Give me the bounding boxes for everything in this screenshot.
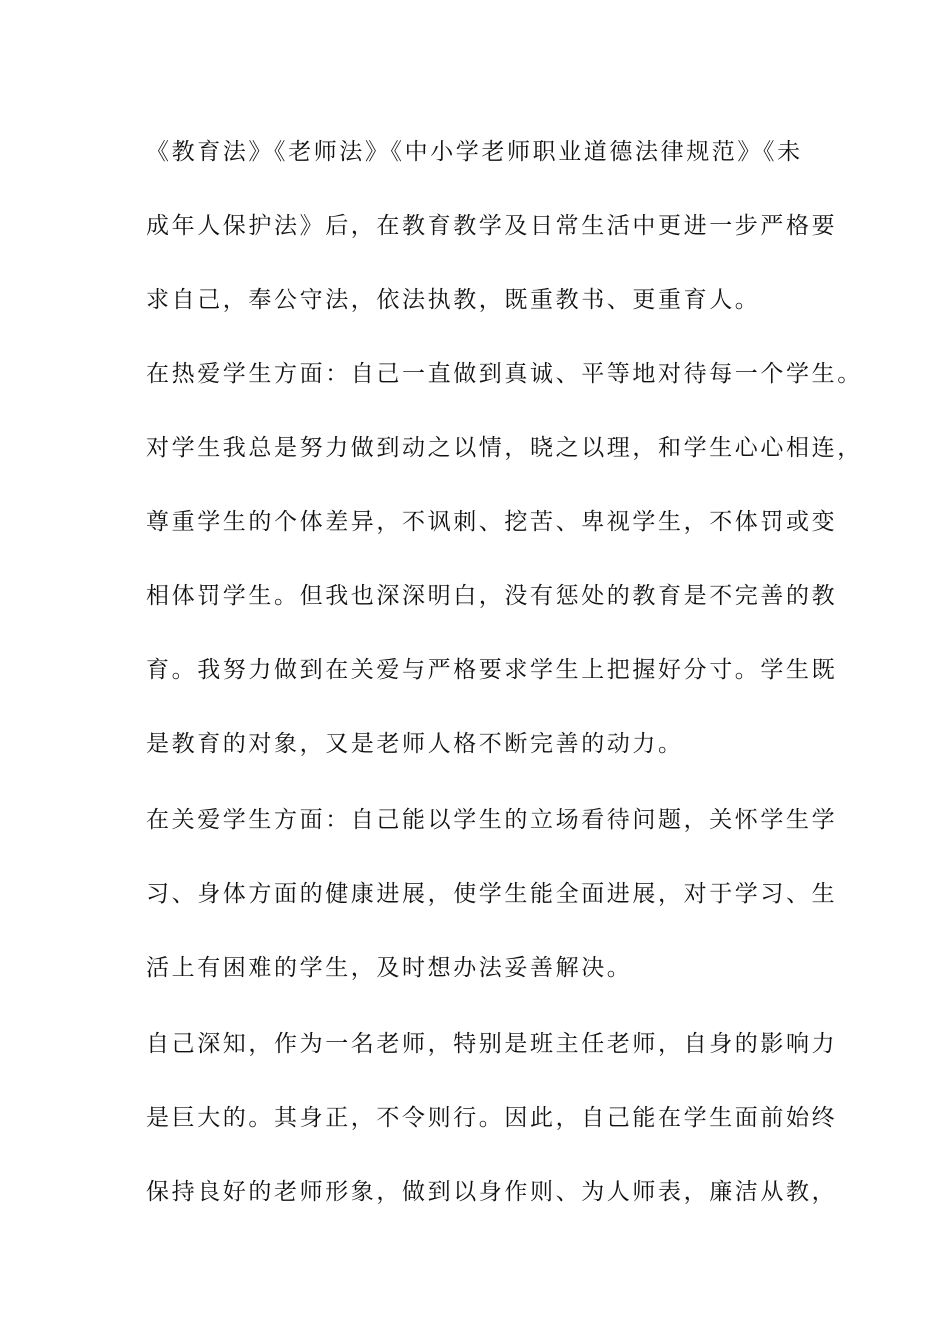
text-line: 在关爱学生方面：自己能以学生的立场看待问题，关怀学生学	[146, 807, 838, 833]
text-line: 活上有困难的学生，及时想办法妥善解决。	[146, 955, 633, 981]
text-line: 尊重学生的个体差异，不讽刺、挖苦、卑视学生，不体罚或变	[146, 509, 838, 535]
text-line: 习、身体方面的健康进展，使学生能全面进展，对于学习、生	[146, 881, 838, 907]
text-line: 是巨大的。其身正，不令则行。因此，自己能在学生面前始终	[146, 1105, 838, 1131]
text-line: 自己深知，作为一名老师，特别是班主任老师，自身的影响力	[146, 1031, 838, 1057]
text-line: 在热爱学生方面：自己一直做到真诚、平等地对待每一个学生。	[146, 361, 863, 387]
text-line: 是教育的对象，又是老师人格不断完善的动力。	[146, 731, 684, 757]
text-line: 相体罚学生。但我也深深明白，没有惩处的教育是不完善的教	[146, 583, 838, 609]
text-line: 保持良好的老师形象，做到以身作则、为人师表，廉洁从教，	[146, 1179, 838, 1205]
text-line: 求自己，奉公守法，依法执教，既重教书、更重育人。	[146, 287, 761, 313]
text-line: 育。我努力做到在关爱与严格要求学生上把握好分寸。学生既	[146, 657, 838, 683]
text-line: 《教育法》《老师法》《中小学老师职业道德法律规范》《未	[146, 139, 803, 165]
text-line: 成年人保护法》后，在教育教学及日常生活中更进一步严格要	[146, 213, 838, 239]
text-line: 对学生我总是努力做到动之以情，晓之以理，和学生心心相连，	[146, 435, 863, 461]
